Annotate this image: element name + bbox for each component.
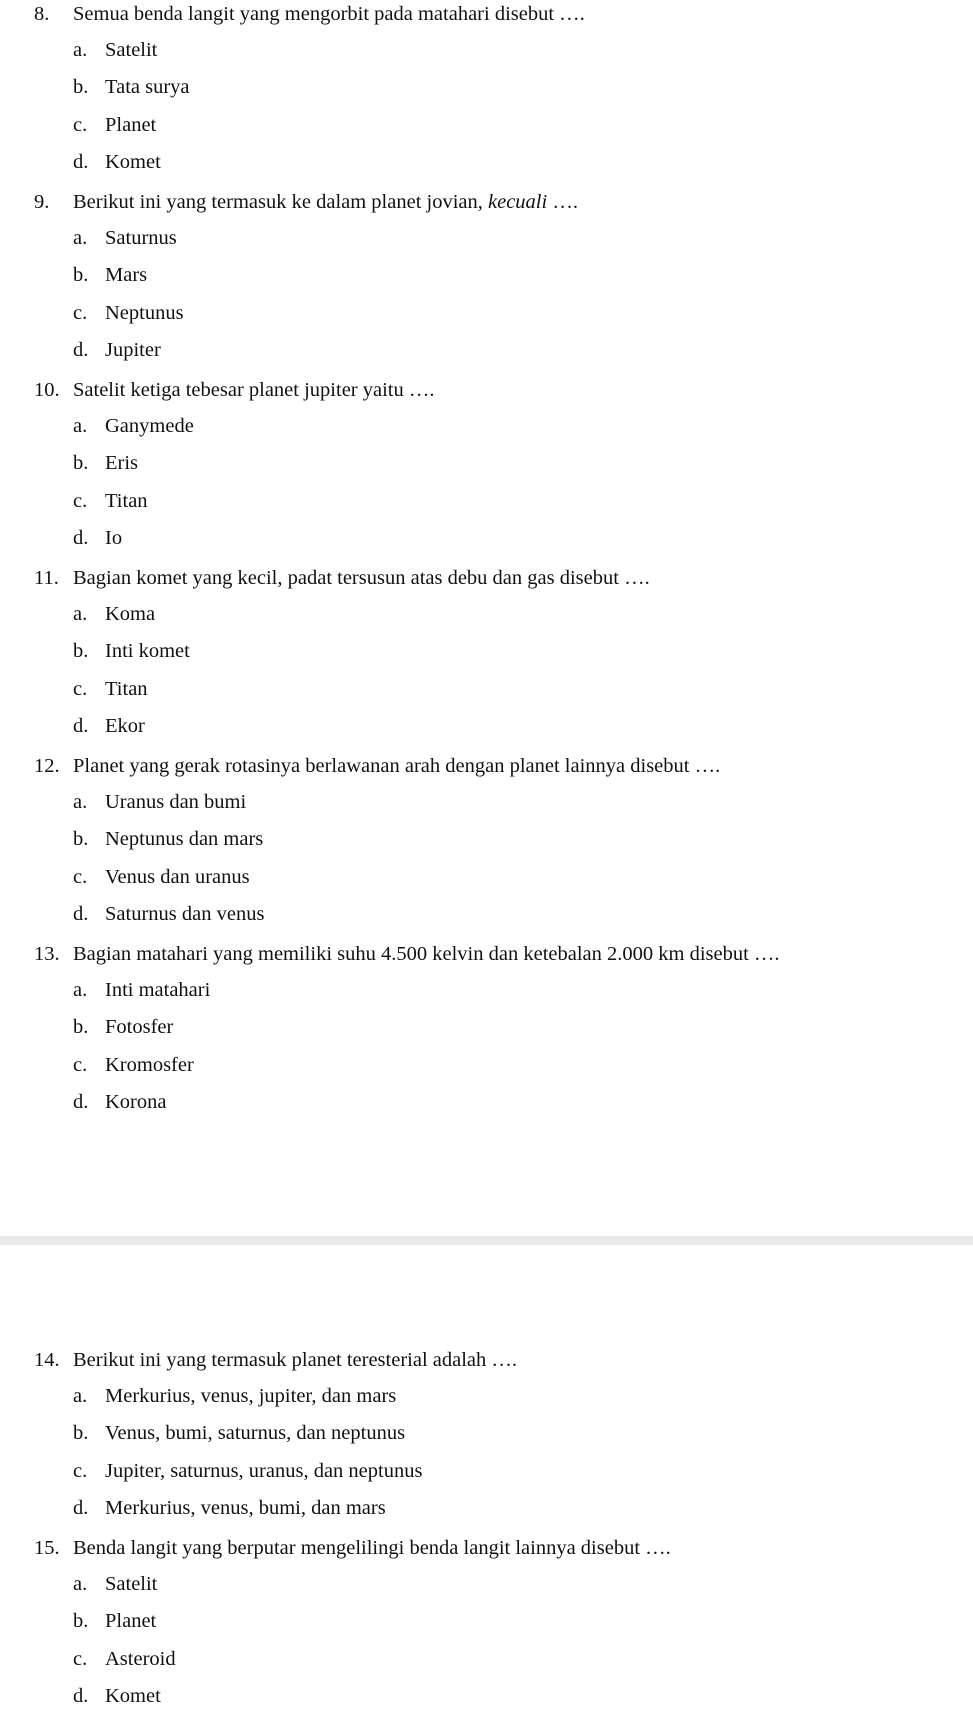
answer-option-d (0, 714, 973, 738)
question-number: 13. (34, 943, 60, 965)
option-letter: c. (73, 1054, 88, 1076)
option-letter: d. (73, 339, 89, 361)
option-letter: b. (73, 1422, 89, 1444)
answer-option-b (0, 263, 973, 287)
option-letter: d. (73, 1091, 89, 1113)
question-text: Bagian komet yang kecil, padat tersusun atas debu dan gas disebut …. (73, 567, 650, 589)
option-letter: a. (73, 791, 88, 813)
option-letter: b. (73, 264, 89, 286)
option-text: Planet (105, 114, 157, 136)
answer-option-a (0, 602, 973, 626)
answer-option-a (0, 38, 973, 62)
answer-option-a (0, 790, 973, 814)
answer-option-a (0, 414, 973, 438)
option-text: Merkurius, venus, bumi, dan mars (105, 1497, 386, 1519)
option-text: Titan (105, 678, 148, 700)
option-letter: a. (73, 1573, 88, 1595)
option-letter: c. (73, 1460, 88, 1482)
document-page-2 (0, 1245, 973, 1714)
answer-option-d (0, 902, 973, 926)
answer-option-c (0, 865, 973, 889)
option-text: Inti komet (105, 640, 190, 662)
option-letter: c. (73, 490, 88, 512)
question-text (73, 190, 578, 214)
option-text: Komet (105, 1685, 161, 1707)
answer-option-a (0, 1384, 973, 1408)
option-letter: a. (73, 603, 88, 625)
option-letter: b. (73, 640, 89, 662)
answer-option-c (0, 1647, 973, 1671)
question-text-ellipsis: …. (552, 191, 578, 213)
question-number: 8. (34, 3, 50, 25)
option-letter: d. (73, 903, 89, 925)
question-text: Bagian matahari yang memiliki suhu 4.500 kelvin dan ketebalan 2.000 km disebut …. (73, 943, 780, 965)
answer-option-b (0, 827, 973, 851)
answer-option-a (0, 1572, 973, 1596)
question-text: Berikut ini yang termasuk planet teresterial adalah …. (73, 1349, 518, 1371)
option-text: Venus, bumi, saturnus, dan neptunus (105, 1422, 406, 1444)
answer-option-c (0, 1053, 973, 1077)
option-letter: c. (73, 1648, 88, 1670)
option-text: Satelit (105, 39, 158, 61)
option-letter: b. (73, 1610, 89, 1632)
option-text: Venus dan uranus (105, 866, 250, 888)
answer-option-a (0, 978, 973, 1002)
page-break (0, 1236, 973, 1245)
question-number: 12. (34, 755, 60, 777)
option-text: Merkurius, venus, jupiter, dan mars (105, 1385, 397, 1407)
option-text: Kromosfer (105, 1054, 194, 1076)
option-letter: a. (73, 979, 88, 1001)
question-text: Benda langit yang berputar mengelilingi benda langit lainnya disebut …. (73, 1537, 671, 1559)
question-text: Satelit ketiga tebesar planet jupiter yaitu …. (73, 379, 435, 401)
option-letter: d. (73, 1497, 89, 1519)
option-letter: d. (73, 151, 89, 173)
option-letter: d. (73, 527, 89, 549)
option-letter: a. (73, 1385, 88, 1407)
question-number: 14. (34, 1349, 60, 1371)
answer-option-c (0, 489, 973, 513)
answer-option-b (0, 639, 973, 663)
option-letter: a. (73, 415, 88, 437)
option-letter: c. (73, 678, 88, 700)
option-text: Jupiter (105, 339, 161, 361)
option-text: Saturnus (105, 227, 177, 249)
answer-option-d (0, 338, 973, 362)
answer-option-d (0, 1090, 973, 1114)
answer-option-c (0, 1459, 973, 1483)
option-text: Inti matahari (105, 979, 211, 1001)
option-letter: c. (73, 866, 88, 888)
option-text: Satelit (105, 1573, 158, 1595)
option-letter: c. (73, 302, 88, 324)
option-letter: b. (73, 1016, 89, 1038)
option-letter: c. (73, 114, 88, 136)
question-number: 9. (34, 191, 50, 213)
answer-option-b (0, 1421, 973, 1445)
option-text: Ganymede (105, 415, 194, 437)
answer-option-c (0, 677, 973, 701)
question-text-emphasis: kecuali (488, 191, 548, 213)
option-letter: b. (73, 76, 89, 98)
answer-option-b (0, 1015, 973, 1039)
question-text: Semua benda langit yang mengorbit pada matahari disebut …. (73, 3, 585, 25)
question-text: Planet yang gerak rotasinya berlawanan arah dengan planet lainnya disebut …. (73, 755, 721, 777)
option-text: Uranus dan bumi (105, 791, 247, 813)
option-letter: a. (73, 39, 88, 61)
question-number: 10. (34, 379, 60, 401)
option-text: Tata surya (105, 76, 190, 98)
option-text: Mars (105, 264, 148, 286)
answer-option-a (0, 226, 973, 250)
answer-option-b (0, 75, 973, 99)
option-text: Fotosfer (105, 1016, 174, 1038)
question-number: 11. (34, 567, 59, 589)
option-text: Planet (105, 1610, 157, 1632)
option-letter: d. (73, 715, 89, 737)
option-text: Neptunus dan mars (105, 828, 264, 850)
option-text: Korona (105, 1091, 167, 1113)
option-text: Komet (105, 151, 161, 173)
option-text: Saturnus dan venus (105, 903, 265, 925)
answer-option-c (0, 113, 973, 137)
option-text: Io (105, 527, 123, 549)
answer-option-b (0, 1609, 973, 1633)
option-letter: a. (73, 227, 88, 249)
option-text: Neptunus (105, 302, 184, 324)
option-text: Titan (105, 490, 148, 512)
answer-option-d (0, 150, 973, 174)
question-text-main: Berikut ini yang termasuk ke dalam planet jovian, (73, 191, 483, 213)
option-text: Ekor (105, 715, 145, 737)
answer-option-d (0, 526, 973, 550)
answer-option-c (0, 301, 973, 325)
option-text: Koma (105, 603, 156, 625)
option-letter: b. (73, 452, 89, 474)
answer-option-b (0, 451, 973, 475)
option-text: Jupiter, saturnus, uranus, dan neptunus (105, 1460, 423, 1482)
option-letter: d. (73, 1685, 89, 1707)
option-letter: b. (73, 828, 89, 850)
question-number: 15. (34, 1537, 60, 1559)
option-text: Eris (105, 452, 139, 474)
option-text: Asteroid (105, 1648, 176, 1670)
answer-option-d (0, 1684, 973, 1708)
answer-option-d (0, 1496, 973, 1520)
